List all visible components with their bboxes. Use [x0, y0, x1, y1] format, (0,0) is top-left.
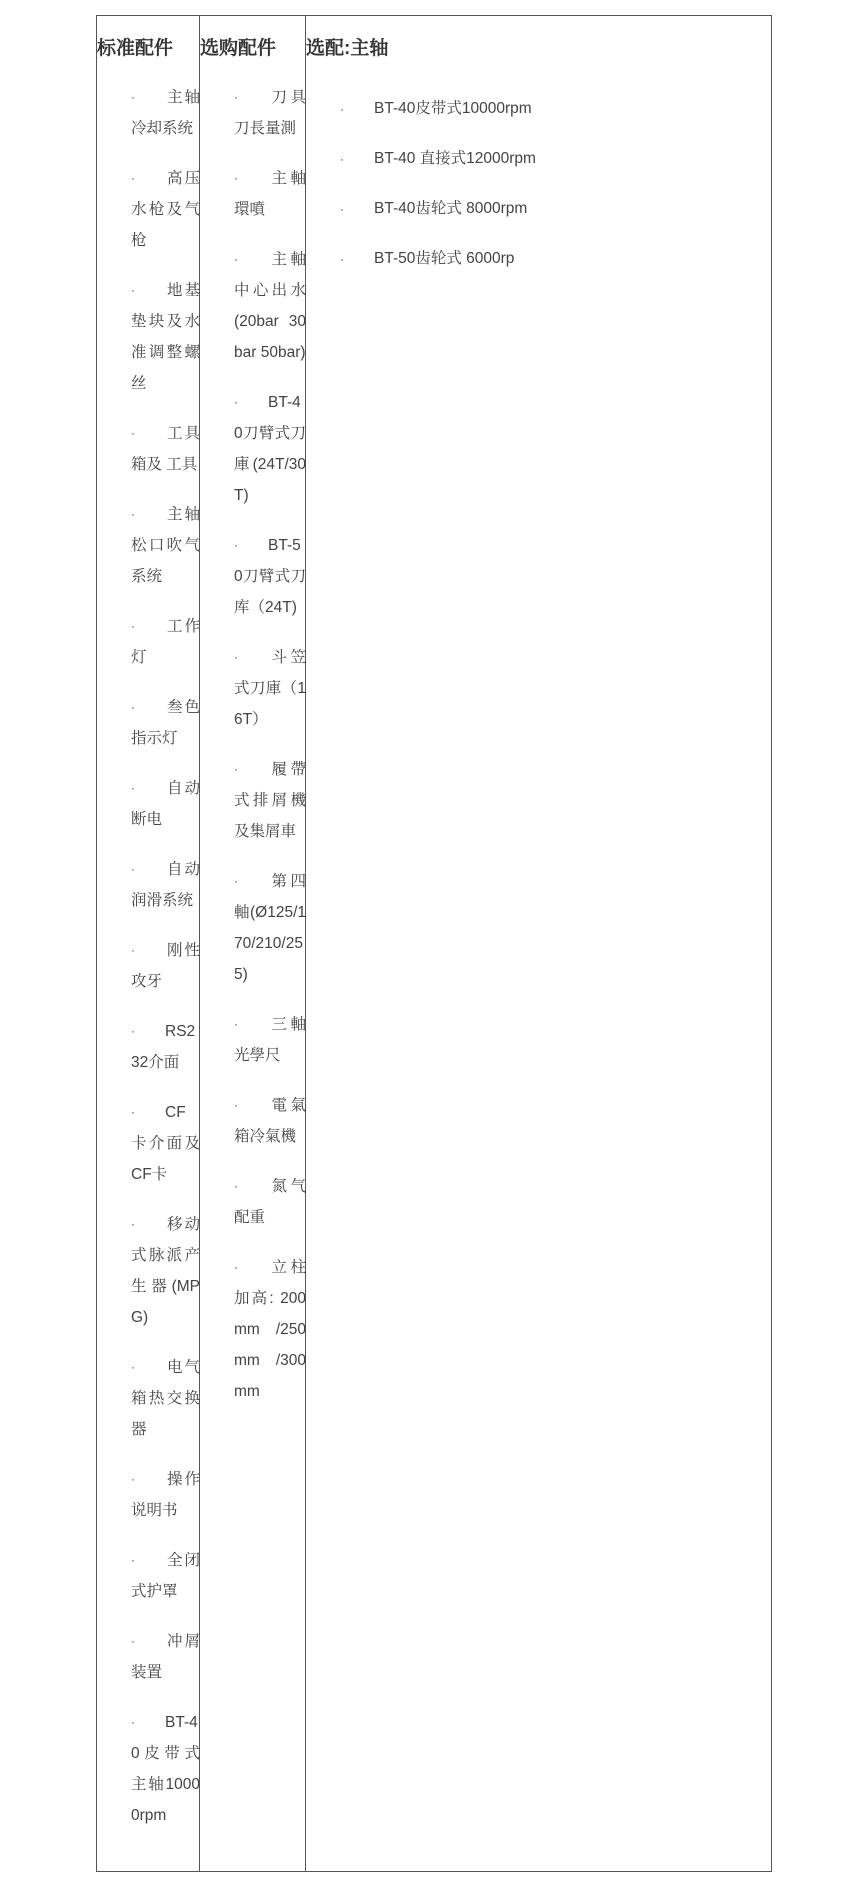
bullet-icon: · [131, 943, 135, 957]
list-item-label: 冲屑装置 [131, 1633, 200, 1681]
bullet-icon: · [131, 1024, 135, 1038]
list-item-label: 履帶式排屑機及集屑車 [234, 761, 306, 840]
bullet-icon: · [131, 1472, 135, 1486]
bullet-icon: · [131, 700, 135, 714]
list-item-label: 移动式脉派产生器(MPG) [131, 1216, 200, 1326]
bullet-icon: · [234, 1098, 238, 1112]
bullet-icon: · [131, 283, 135, 297]
bullet-icon: · [131, 426, 135, 440]
optional-accessories-column [200, 16, 306, 1871]
bullet-icon: · [131, 781, 135, 795]
list-item [340, 199, 740, 219]
list-item [131, 773, 200, 835]
optional-spindle-list [340, 99, 740, 299]
bullet-icon: · [234, 538, 238, 552]
bullet-icon: · [131, 1553, 135, 1567]
standard-accessories-list [131, 82, 200, 1850]
bullet-icon: · [340, 202, 344, 216]
list-item-label: 主軸中心出水(20bar 30bar 50bar) [234, 251, 306, 361]
list-item-label: 電氣箱冷氣機 [234, 1097, 306, 1145]
optional-spindle-column [306, 16, 771, 1871]
list-item-label: 刚性攻牙 [131, 942, 200, 990]
list-item-label: BT-50刀臂式刀库（24T) [234, 537, 306, 616]
list-item-label: 高压水枪及气枪 [131, 170, 200, 249]
list-item [131, 611, 200, 673]
bullet-icon: · [131, 862, 135, 876]
list-item [234, 642, 306, 735]
list-item-label: BT-40齿轮式 8000rpm [374, 200, 528, 217]
list-item-label: 三軸光學尺 [234, 1016, 306, 1064]
list-item-label: RS232介面 [131, 1023, 196, 1071]
list-item [131, 1707, 200, 1831]
bullet-icon: · [131, 1105, 135, 1119]
standard-accessories-column [97, 16, 200, 1871]
list-item [131, 1016, 200, 1078]
list-item [131, 82, 200, 144]
list-item [131, 1626, 200, 1688]
bullet-icon: · [131, 1715, 135, 1729]
list-item [340, 149, 740, 169]
list-item [131, 935, 200, 997]
list-item [234, 1090, 306, 1152]
list-item [234, 163, 306, 225]
list-item [131, 854, 200, 916]
bullet-icon: · [131, 507, 135, 521]
bullet-icon: · [340, 152, 344, 166]
bullet-icon: · [234, 874, 238, 888]
list-item [131, 1464, 200, 1526]
list-item-label: 刀具刀長量測 [234, 89, 306, 137]
list-item-label: BT-40刀臂式刀庫(24T/30T) [234, 394, 306, 504]
bullet-icon: · [234, 650, 238, 664]
list-item-label: BT-40皮带式10000rpm [374, 100, 532, 117]
list-item [340, 249, 740, 269]
bullet-icon: · [234, 252, 238, 266]
bullet-icon: · [340, 102, 344, 116]
list-item-label: 工作灯 [131, 618, 200, 666]
bullet-icon: · [234, 1017, 238, 1031]
list-item-label: 斗笠式刀庫（16T） [234, 649, 306, 728]
list-item-label: 立柱加高: 200mm /250mm /300mm [234, 1259, 306, 1400]
list-item [131, 1209, 200, 1333]
list-item [131, 163, 200, 256]
list-item [234, 866, 306, 990]
list-item-label: CF卡介面及CF卡 [131, 1104, 200, 1183]
bullet-icon: · [234, 395, 238, 409]
bullet-icon: · [131, 1217, 135, 1231]
list-item [131, 418, 200, 480]
standard-accessories-header: 标准配件 [97, 38, 174, 59]
list-item [234, 1252, 306, 1407]
list-item-label: 自动润滑系统 [131, 861, 200, 909]
list-item-label: 自动断电 [131, 780, 200, 828]
bullet-icon: · [234, 171, 238, 185]
bullet-icon: · [131, 619, 135, 633]
list-item-label: 全闭式护罩 [131, 1552, 200, 1600]
list-item-label: 操作说明书 [131, 1471, 200, 1519]
bullet-icon: · [131, 1360, 135, 1374]
list-item [131, 1097, 200, 1190]
list-item [234, 754, 306, 847]
list-item-label: BT-50齿轮式 6000rp [374, 250, 515, 267]
list-item-label: 主轴松口吹气系统 [131, 506, 200, 585]
bullet-icon: · [340, 252, 344, 266]
list-item-label: 氮气配重 [234, 1178, 306, 1226]
bullet-icon: · [234, 1260, 238, 1274]
list-item [131, 692, 200, 754]
bullet-icon: · [234, 1179, 238, 1193]
optional-accessories-list [234, 82, 306, 1426]
list-item [234, 244, 306, 368]
bullet-icon: · [131, 171, 135, 185]
list-item-label: 第四軸(Ø125/170/210/255) [234, 873, 306, 983]
list-item-label: BT-40 直接式12000rpm [374, 150, 536, 167]
list-item [340, 99, 740, 119]
list-item [234, 1171, 306, 1233]
bullet-icon: · [234, 90, 238, 104]
list-item [234, 82, 306, 144]
list-item [131, 1352, 200, 1445]
list-item [131, 275, 200, 399]
optional-accessories-header: 选购配件 [200, 38, 277, 59]
list-item-label: 主轴冷却系统 [131, 89, 200, 137]
list-item-label: BT-40皮带式主轴10000rpm [131, 1714, 200, 1824]
list-item-label: 电气箱热交换器 [131, 1359, 200, 1438]
optional-spindle-header: 选配:主轴 [306, 38, 389, 59]
list-item-label: 工具箱及 工具 [131, 425, 200, 473]
bullet-icon: · [131, 1634, 135, 1648]
accessories-table [96, 15, 772, 1872]
list-item [234, 387, 306, 511]
list-item [131, 1545, 200, 1607]
list-item [234, 1009, 306, 1071]
list-item-label: 主軸環噴 [234, 170, 306, 218]
list-item [131, 499, 200, 592]
bullet-icon: · [234, 762, 238, 776]
list-item [234, 530, 306, 623]
list-item-label: 叁色指示灯 [131, 699, 200, 747]
list-item-label: 地基垫块及水准调整螺丝 [131, 282, 200, 392]
bullet-icon: · [131, 90, 135, 104]
